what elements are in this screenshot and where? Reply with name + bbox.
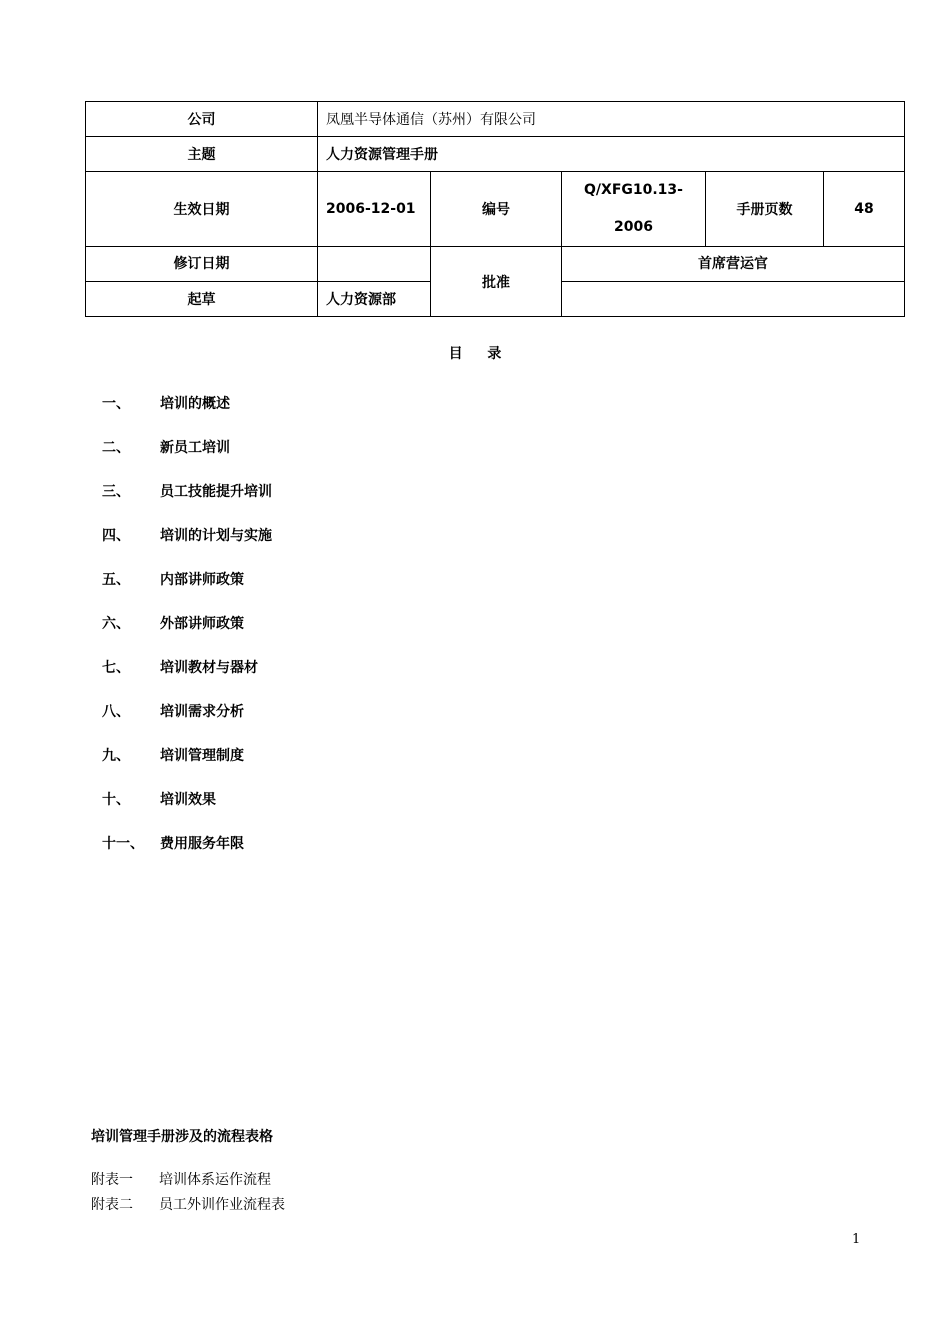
approver-value: 首席营运官 xyxy=(562,247,905,282)
toc-item-label: 新员工培训 xyxy=(160,440,230,456)
appendix-item-number: 附表一 xyxy=(91,1172,133,1188)
toc-item-label: 外部讲师政策 xyxy=(160,616,244,632)
toc-item[interactable] xyxy=(102,657,272,701)
toc-item-number: 八、 xyxy=(102,704,130,720)
effective-date-label: 生效日期 xyxy=(86,172,318,247)
toc-item[interactable] xyxy=(102,393,272,437)
toc-item[interactable] xyxy=(102,613,272,657)
toc-item-number: 五、 xyxy=(102,572,130,588)
toc-item[interactable] xyxy=(102,525,272,569)
toc-item-number: 三、 xyxy=(102,484,130,500)
pages-value: 48 xyxy=(824,172,905,247)
appendix-item-label: 员工外训作业流程表 xyxy=(159,1197,285,1213)
revision-date-label: 修订日期 xyxy=(86,247,318,282)
toc-title: 目 录 xyxy=(448,346,512,362)
document-header-table xyxy=(85,101,905,317)
toc-item-label: 培训管理制度 xyxy=(160,748,244,764)
code-value-line1: Q/XFG10.13- xyxy=(584,182,683,198)
toc-item-number: 二、 xyxy=(102,440,130,456)
pages-label: 手册页数 xyxy=(706,172,824,247)
toc-item-label: 员工技能提升培训 xyxy=(160,484,272,500)
toc-item-number: 十一、 xyxy=(102,836,144,852)
toc-item[interactable] xyxy=(102,437,272,481)
toc-item-label: 培训的概述 xyxy=(160,396,230,412)
approval-signature-cell xyxy=(562,282,905,317)
toc-item[interactable] xyxy=(102,569,272,613)
code-label: 编号 xyxy=(431,172,562,247)
toc-item-label: 培训效果 xyxy=(160,792,216,808)
appendix-item[interactable] xyxy=(91,1169,285,1194)
approval-label: 批准 xyxy=(431,247,562,317)
company-value: 凤凰半导体通信（苏州）有限公司 xyxy=(318,102,905,137)
flow-forms-title: 培训管理手册涉及的流程表格 xyxy=(91,1129,273,1145)
company-label: 公司 xyxy=(86,102,318,137)
page-number: 1 xyxy=(852,1232,861,1247)
toc-item-label: 培训需求分析 xyxy=(160,704,244,720)
revision-date-value xyxy=(318,247,431,282)
effective-date-value: 2006-12-01 xyxy=(318,172,431,247)
toc-item-label: 内部讲师政策 xyxy=(160,572,244,588)
toc-item[interactable] xyxy=(102,701,272,745)
subject-value: 人力资源管理手册 xyxy=(318,137,905,172)
appendix-item-number: 附表二 xyxy=(91,1197,133,1213)
appendix-list xyxy=(91,1169,285,1219)
toc-item-label: 费用服务年限 xyxy=(160,836,244,852)
toc-item-number: 一、 xyxy=(102,396,130,412)
appendix-item[interactable] xyxy=(91,1194,285,1219)
toc-item[interactable] xyxy=(102,481,272,525)
appendix-item-label: 培训体系运作流程 xyxy=(159,1172,271,1188)
toc-item-number: 六、 xyxy=(102,616,130,632)
toc-item-number: 十、 xyxy=(102,792,130,808)
toc-item[interactable] xyxy=(102,833,272,877)
subject-label: 主题 xyxy=(86,137,318,172)
toc-item-label: 培训教材与器材 xyxy=(160,660,258,676)
drafter-value: 人力资源部 xyxy=(318,282,431,317)
code-value xyxy=(562,172,706,247)
drafter-label: 起草 xyxy=(86,282,318,317)
toc-item[interactable] xyxy=(102,789,272,833)
toc-item-number: 四、 xyxy=(102,528,130,544)
toc-item-label: 培训的计划与实施 xyxy=(160,528,272,544)
toc-item-number: 七、 xyxy=(102,660,130,676)
toc-item-number: 九、 xyxy=(102,748,130,764)
code-value-line2: 2006 xyxy=(614,219,653,235)
table-of-contents xyxy=(102,393,272,877)
toc-item[interactable] xyxy=(102,745,272,789)
